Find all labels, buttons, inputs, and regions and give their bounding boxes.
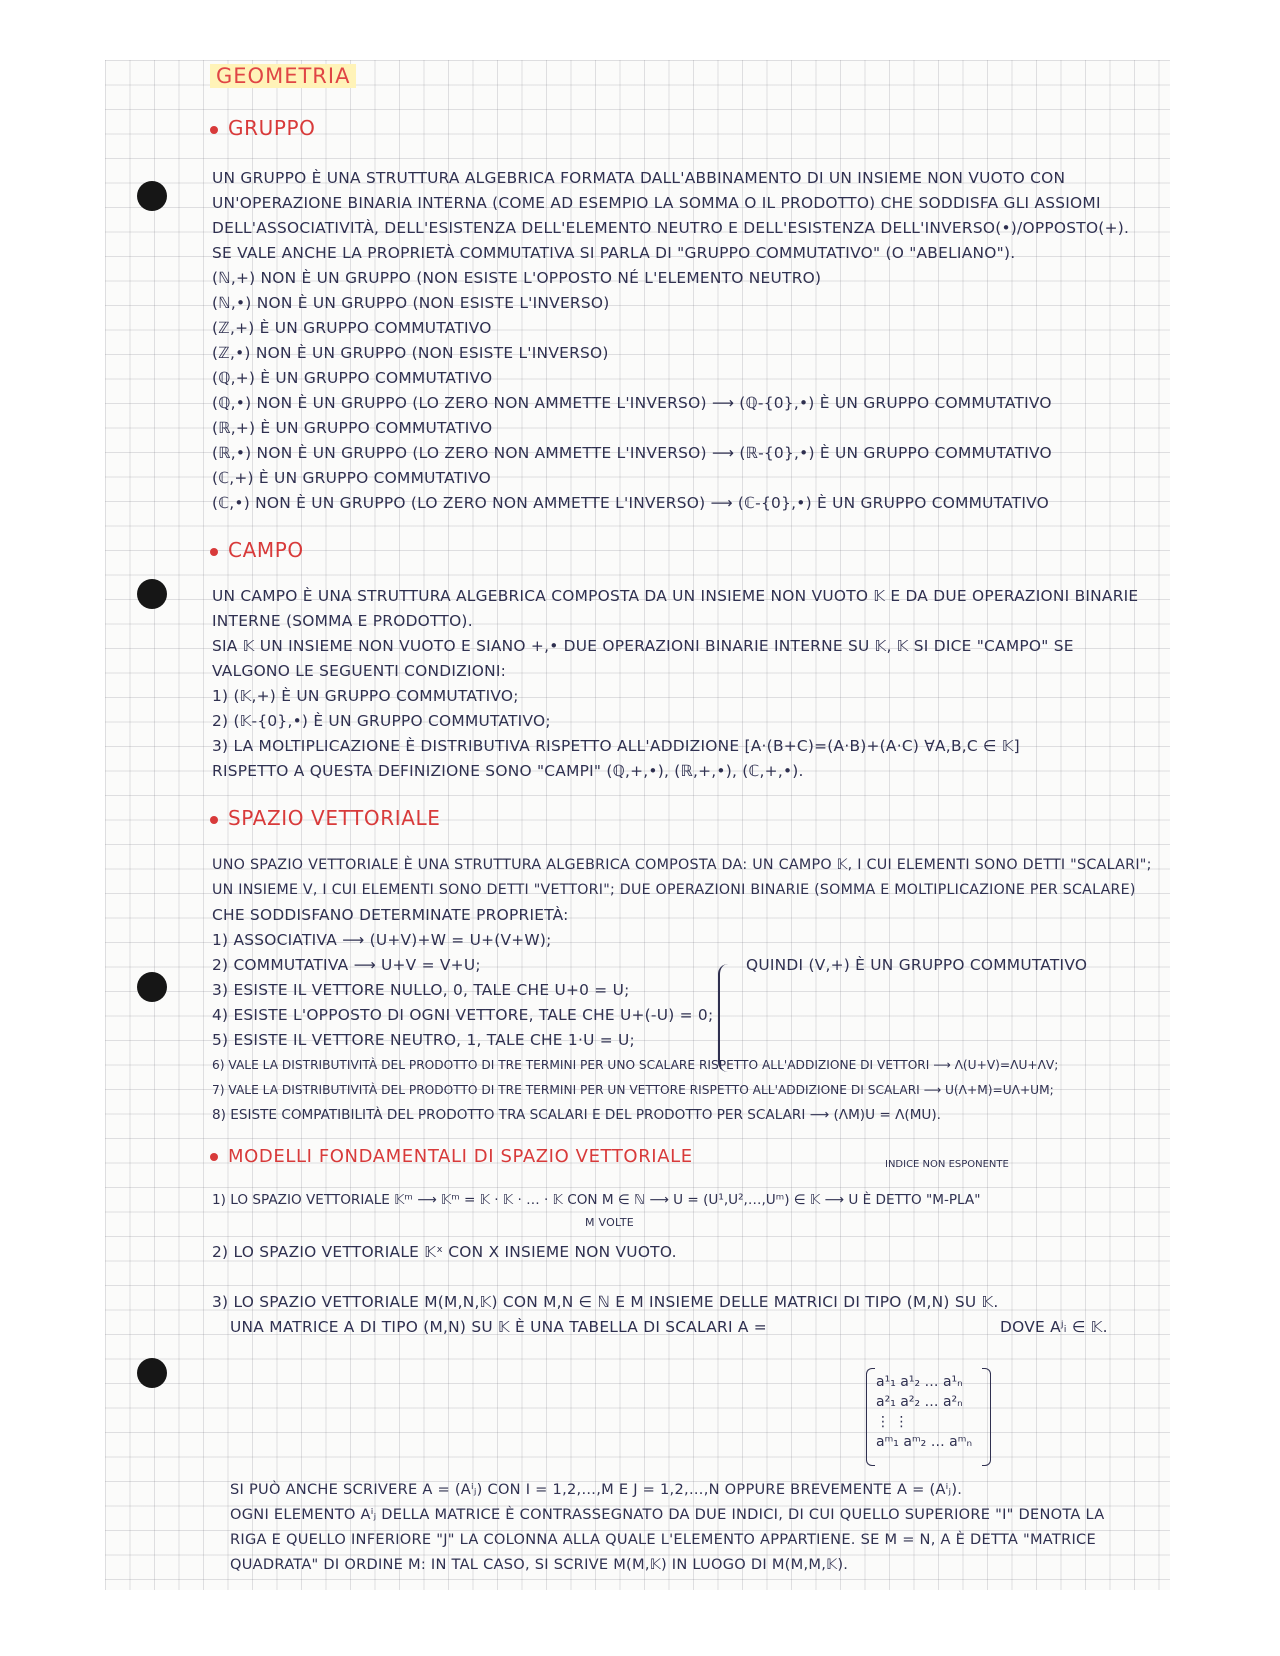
matrix-row: a¹₁ a¹₂ … a¹ₙ bbox=[876, 1374, 963, 1390]
text-line: UN GRUPPO È UNA STRUTTURA ALGEBRICA FORMATA DALL'ABBINAMENTO DI UN INSIEME NON VUOTO CON bbox=[212, 169, 1066, 187]
text-line: INTERNE (SOMMA E PRODOTTO). bbox=[212, 612, 473, 630]
text-line: 4) ESISTE L'OPPOSTO DI OGNI VETTORE, TALE CHE U+(-U) = 0; bbox=[212, 1006, 714, 1024]
text-line: SI PUÒ ANCHE SCRIVERE A = (Aⁱⱼ) CON I = 1,2,…,M E J = 1,2,…,N OPPURE BREVEMENTE A = (Aⁱⱼ). bbox=[230, 1481, 963, 1498]
text-line: (ℕ,+) NON È UN GRUPPO (NON ESISTE L'OPPOSTO NÉ L'ELEMENTO NEUTRO) bbox=[212, 269, 822, 287]
text-line: 2) LO SPAZIO VETTORIALE 𝕂ˣ CON X INSIEME NON VUOTO. bbox=[212, 1243, 677, 1261]
text-line: (ℤ,•) NON È UN GRUPPO (NON ESISTE L'INVERSO) bbox=[212, 344, 609, 362]
text-line: (ℤ,+) È UN GRUPPO COMMUTATIVO bbox=[212, 319, 492, 337]
matrix-row: a²₁ a²₂ … a²ₙ bbox=[876, 1394, 963, 1410]
matrix-row: ⋮ ⋮ bbox=[876, 1414, 909, 1430]
text-line: 2) (𝕂-{0},•) È UN GRUPPO COMMUTATIVO; bbox=[212, 712, 551, 730]
text-line: 1) (𝕂,+) È UN GRUPPO COMMUTATIVO; bbox=[212, 687, 519, 705]
section-heading-modelli: MODELLI FONDAMENTALI DI SPAZIO VETTORIALE bbox=[210, 1146, 693, 1167]
matrix-row: aᵐ₁ aᵐ₂ … aᵐₙ bbox=[876, 1434, 973, 1450]
text-line: (ℂ,•) NON È UN GRUPPO (LO ZERO NON AMMETTE L'INVERSO) ⟶ (ℂ-{0},•) È UN GRUPPO COMMUTATIVO bbox=[212, 494, 1049, 512]
caption-m-volte: M VOLTE bbox=[585, 1216, 635, 1229]
text-line: QUADRATA" DI ORDINE M: IN TAL CASO, SI SCRIVE M(M,𝕂) IN LUOGO DI M(M,M,𝕂). bbox=[230, 1556, 849, 1573]
matrix-bracket-left bbox=[866, 1368, 875, 1466]
text-line: 2) COMMUTATIVA ⟶ U+V = V+U; bbox=[212, 956, 481, 974]
text-line: SIA 𝕂 UN INSIEME NON VUOTO E SIANO +,• DUE OPERAZIONI BINARIE INTERNE SU 𝕂, 𝕂 SI DICE "CAMPO" SE bbox=[212, 637, 1074, 655]
text-line: UN'OPERAZIONE BINARIA INTERNA (COME AD ESEMPIO LA SOMMA O IL PRODOTTO) CHE SODDISFA GLI ASSIOMI bbox=[212, 194, 1101, 212]
bullet-icon bbox=[210, 548, 218, 556]
bullet-icon bbox=[210, 126, 218, 134]
text-line: RIGA E QUELLO INFERIORE "J" LA COLONNA ALLA QUALE L'ELEMENTO APPARTIENE. SE M = N, A È DETTA "MATRICE bbox=[230, 1531, 1096, 1548]
text-line: 3) LO SPAZIO VETTORIALE M(M,N,𝕂) CON M,N ∈ ℕ E M INSIEME DELLE MATRICI DI TIPO (M,N) SU 𝕂. bbox=[212, 1293, 999, 1311]
text-line: DELL'ASSOCIATIVITÀ, DELL'ESISTENZA DELL'ELEMENTO NEUTRO E DELL'ESISTENZA DELL'INVERSO(•)/OPPOSTO(+). bbox=[212, 219, 1130, 237]
text-line: (ℕ,•) NON È UN GRUPPO (NON ESISTE L'INVERSO) bbox=[212, 294, 610, 312]
text-line: 3) LA MOLTIPLICAZIONE È DISTRIBUTIVA RISPETTO ALL'ADDIZIONE [A·(B+C)=(A·B)+(A·C) ∀A,B,C ∈ 𝕂] bbox=[212, 737, 1020, 755]
text-line: UNA MATRICE A DI TIPO (M,N) SU 𝕂 È UNA TABELLA DI SCALARI A = bbox=[230, 1318, 767, 1336]
text-line: 5) ESISTE IL VETTORE NEUTRO, 1, TALE CHE 1·U = U; bbox=[212, 1031, 635, 1049]
index-annotation: INDICE NON ESPONENTE bbox=[885, 1159, 1009, 1170]
section-heading-campo: CAMPO bbox=[210, 538, 304, 562]
text-line: 7) VALE LA DISTRIBUTIVITÀ DEL PRODOTTO DI TRE TERMINI PER UN VETTORE RISPETTO ALL'ADDIZIONE DI SCALARI ⟶ U(Λ+Μ)=UΛ+UΜ; bbox=[212, 1083, 1054, 1097]
section-heading-gruppo: GRUPPO bbox=[210, 116, 316, 140]
binder-hole bbox=[137, 972, 167, 1002]
text-line: (ℚ,•) NON È UN GRUPPO (LO ZERO NON AMMETTE L'INVERSO) ⟶ (ℚ-{0},•) È UN GRUPPO COMMUTATIVO bbox=[212, 394, 1052, 412]
brace-note: QUINDI (V,+) È UN GRUPPO COMMUTATIVO bbox=[746, 956, 1088, 974]
text-line: 8) ESISTE COMPATIBILITÀ DEL PRODOTTO TRA SCALARI E DEL PRODOTTO PER SCALARI ⟶ (ΛΜ)U = Λ(ΜU). bbox=[212, 1107, 942, 1123]
text-line: (ℝ,•) NON È UN GRUPPO (LO ZERO NON AMMETTE L'INVERSO) ⟶ (ℝ-{0},•) È UN GRUPPO COMMUTATIVO bbox=[212, 444, 1052, 462]
text-line: 1) ASSOCIATIVA ⟶ (U+V)+W = U+(V+W); bbox=[212, 931, 552, 949]
text-line: (ℚ,+) È UN GRUPPO COMMUTATIVO bbox=[212, 369, 493, 387]
text-line: UNO SPAZIO VETTORIALE È UNA STRUTTURA ALGEBRICA COMPOSTA DA: UN CAMPO 𝕂, I CUI ELEMENTI SONO DETTI "SCALARI"; bbox=[212, 857, 1152, 873]
section-heading-spazio-vettoriale: SPAZIO VETTORIALE bbox=[210, 806, 440, 830]
matrix-bracket-right bbox=[982, 1368, 991, 1466]
binder-hole bbox=[137, 579, 167, 609]
text-line: RISPETTO A QUESTA DEFINIZIONE SONO "CAMPI" (ℚ,+,•), (ℝ,+,•), (ℂ,+,•). bbox=[212, 762, 804, 780]
text-line: (ℂ,+) È UN GRUPPO COMMUTATIVO bbox=[212, 469, 491, 487]
text-line: SE VALE ANCHE LA PROPRIETÀ COMMUTATIVA SI PARLA DI "GRUPPO COMMUTATIVO" (O "ABELIANO"). bbox=[212, 244, 1016, 262]
binder-hole bbox=[137, 181, 167, 211]
page-title: GEOMETRIA bbox=[210, 64, 356, 88]
bullet-icon bbox=[210, 816, 218, 824]
text-line: (ℝ,+) È UN GRUPPO COMMUTATIVO bbox=[212, 419, 493, 437]
text-line: OGNI ELEMENTO Aⁱⱼ DELLA MATRICE È CONTRASSEGNATO DA DUE INDICI, DI CUI QUELLO SUPERIORE "I" DENOTA LA bbox=[230, 1506, 1105, 1523]
text-line: UN INSIEME V, I CUI ELEMENTI SONO DETTI "VETTORI"; DUE OPERAZIONI BINARIE (SOMMA E MOLTIPLICAZIONE PER SCALARE) bbox=[212, 882, 1136, 898]
text-line: 6) VALE LA DISTRIBUTIVITÀ DEL PRODOTTO DI TRE TERMINI PER UNO SCALARE RISPETTO ALL'ADDIZIONE DI VETTORI ⟶ Λ(U+V)=ΛU+ΛV; bbox=[212, 1058, 1059, 1072]
matrix-a bbox=[876, 1372, 972, 1452]
binder-hole bbox=[137, 1358, 167, 1388]
text-line: 1) LO SPAZIO VETTORIALE 𝕂ᵐ ⟶ 𝕂ᵐ = 𝕂 · 𝕂 · … · 𝕂 CON M ∈ ℕ ⟶ U = (U¹,U²,…,Uᵐ) ∈ 𝕂 ⟶ U È DETTO "M-PLA" bbox=[212, 1192, 981, 1208]
text-line: CHE SODDISFANO DETERMINATE PROPRIETÀ: bbox=[212, 906, 569, 924]
text-line: DOVE Aʲᵢ ∈ 𝕂. bbox=[1000, 1318, 1108, 1336]
text-line: UN CAMPO È UNA STRUTTURA ALGEBRICA COMPOSTA DA UN INSIEME NON VUOTO 𝕂 E DA DUE OPERAZIONI BINARIE bbox=[212, 587, 1139, 605]
text-line: 3) ESISTE IL VETTORE NULLO, 0, TALE CHE U+0 = U; bbox=[212, 981, 630, 999]
bullet-icon bbox=[210, 1153, 218, 1161]
text-line: VALGONO LE SEGUENTI CONDIZIONI: bbox=[212, 662, 507, 680]
curly-brace bbox=[718, 964, 740, 1072]
